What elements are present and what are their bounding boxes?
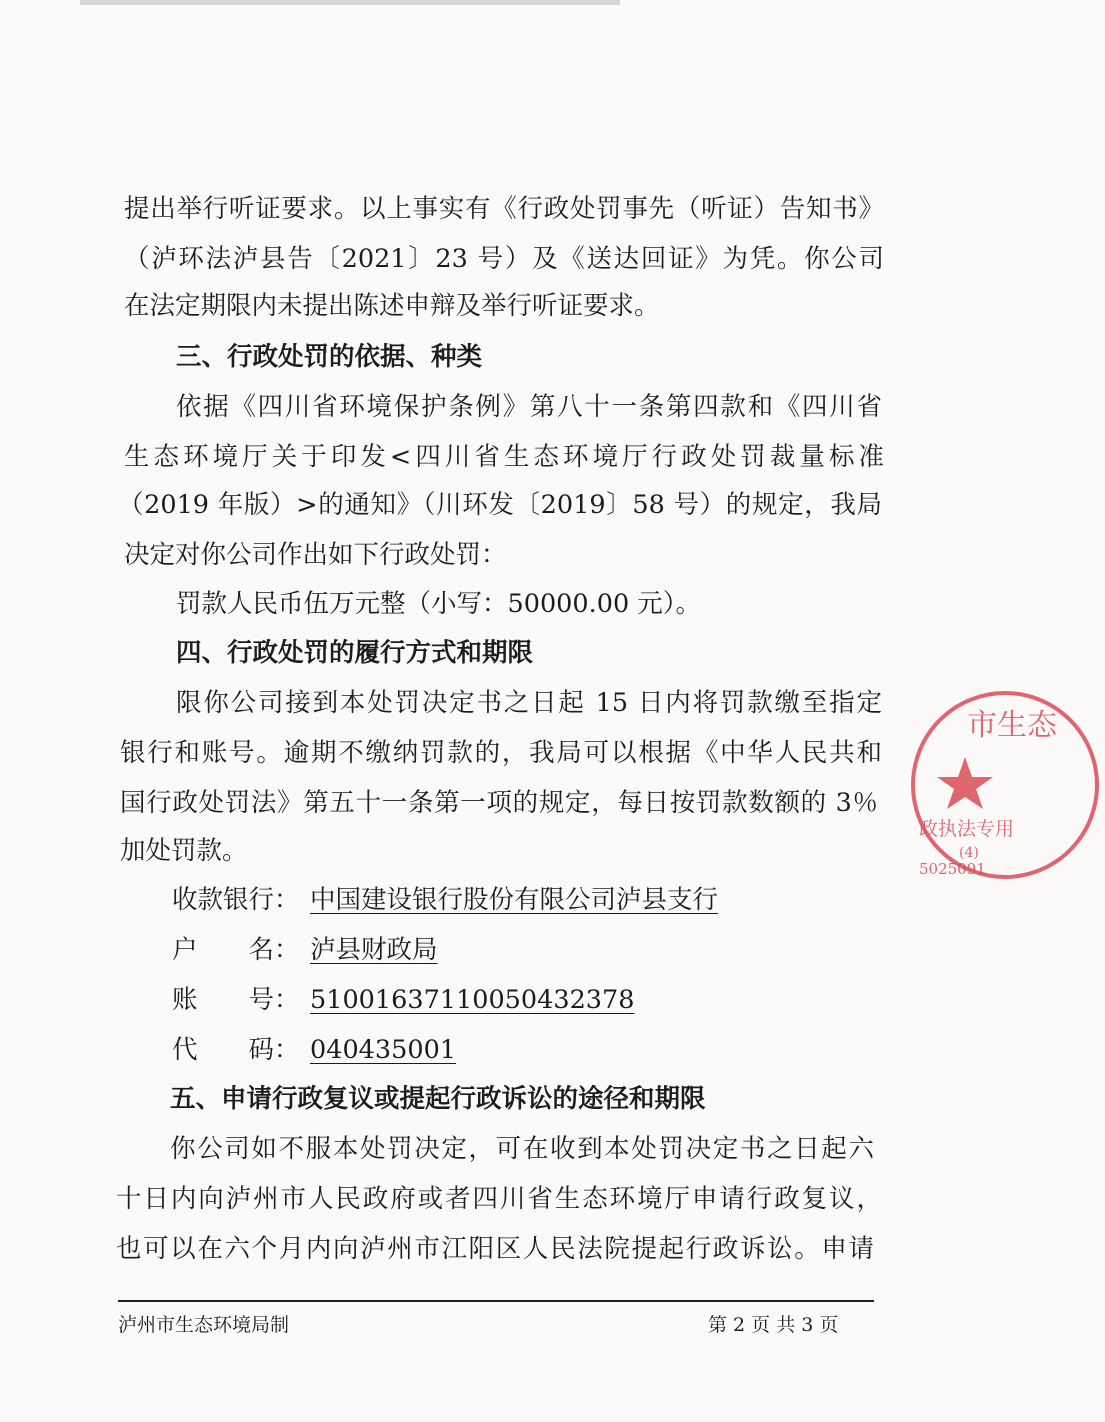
body-line: 决定对你公司作出如下行政处罚：	[124, 540, 507, 570]
account-name-label: 户 名：	[172, 935, 300, 965]
body-line: （2019 年版）>的通知》（川环发〔2019〕58 号）的规定，我局	[118, 490, 882, 520]
body-line: 限你公司接到本处罚决定书之日起 15 日内将罚款缴至指定	[176, 688, 882, 718]
footer-page-number: 第 2 页 共 3 页	[708, 1314, 839, 1336]
account-number-value: 51001637110050432378	[310, 985, 635, 1015]
seal-graphic	[905, 685, 1105, 885]
star-icon	[937, 757, 993, 809]
account-number-label: 账 号：	[172, 985, 300, 1015]
body-line: 银行和账号。逾期不缴纳罚款的，我局可以根据《中华人民共和	[120, 738, 882, 768]
code-label: 代 码：	[172, 1035, 300, 1065]
body-line: 提出举行听证要求。以上事实有《行政处罚事先（听证）告知书》	[124, 194, 884, 224]
body-line: 你公司如不服本处罚决定，可在收到本处罚决定书之日起六	[170, 1134, 874, 1164]
bank-label: 收款银行：	[172, 885, 300, 915]
body-line: 依据《四川省环境保护条例》第八十一条第四款和《四川省	[176, 392, 882, 422]
official-seal	[905, 685, 1105, 885]
body-line: 国行政处罚法》第五十一条第一项的规定，每日按罚款数额的 3％	[120, 788, 878, 818]
seal-text-code: 5025091	[919, 860, 986, 878]
body-line: 生态环境厅关于印发<四川省生态环境厅行政处罚裁量标准	[124, 442, 884, 472]
section-heading-4: 四、行政处罚的履行方式和期限	[176, 638, 534, 668]
footer-issuer: 泸州市生态环境局制	[118, 1314, 290, 1336]
section-heading-5: 五、申请行政复议或提起行政诉讼的途径和期限	[170, 1084, 706, 1114]
seal-text-mid: 政执法专用	[919, 818, 1015, 840]
seal-text-number: (4)	[959, 845, 979, 861]
body-line: 十日内向泸州市人民政府或者四川省生态环境厅申请行政复议，	[116, 1184, 882, 1214]
body-line: 在法定期限内未提出陈述申辩及举行听证要求。	[124, 291, 660, 321]
section-heading-3: 三、行政处罚的依据、种类	[176, 342, 483, 372]
body-line: 也可以在六个月内向泸州市江阳区人民法院提起行政诉讼。申请	[116, 1234, 874, 1264]
body-line: （泸环法泸县告〔2021〕23 号）及《送达回证》为凭。你公司	[124, 244, 884, 274]
body-line: 加处罚款。	[120, 836, 248, 866]
penalty-amount: 罚款人民币伍万元整（小写：50000.00 元）。	[176, 589, 702, 619]
footer-divider	[118, 1300, 874, 1302]
account-name-value: 泸县财政局	[310, 935, 438, 965]
bank-value: 中国建设银行股份有限公司泸县支行	[310, 885, 719, 915]
code-value: 040435001	[310, 1035, 457, 1065]
seal-text-top: 市生态	[967, 708, 1057, 743]
scan-artifact-bar	[80, 0, 620, 5]
